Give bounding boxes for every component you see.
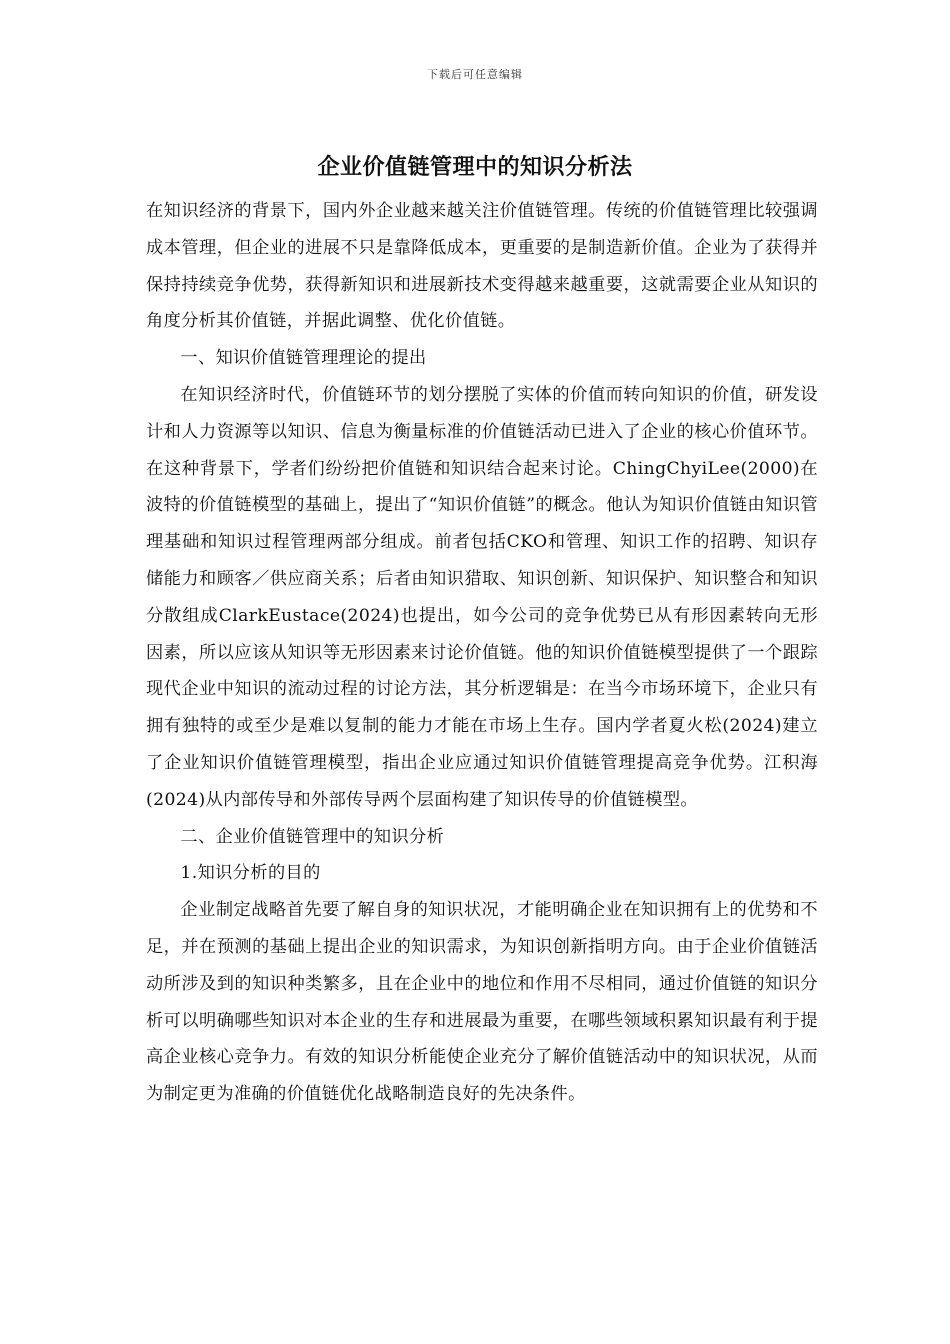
section-1-paragraph: 在知识经济时代，价值链环节的划分摆脱了实体的价值而转向知识的价值，研发设计和人力资源等以知识、信息为衡量标准的价值链活动已进入了企业的核心价值环节。在这种背景下，学者们纷纷把价值链和知识结合起来讨论。ChingChyiLee(2000)在波特的价值链模型的基础上，提出了“知识价值链”的概念。他认为知识价值链由知识管理基础和知识过程管理两部分组成。前者包括CKO和管理、知识工作的招聘、知识存储能力和顾客／供应商关系；后者由知识猎取、知识创新、知识保护、知识整合和知识分散组成ClarkEustace(2024)也提出，如今公司的竞争优势已从有形因素转向无形因素，所以应该从知识等无形因素来讨论价值链。他的知识价值链模型提供了一个跟踪现代企业中知识的流动过程的讨论方法，其分析逻辑是：在当今市场环境下，企业只有拥有独特的或至少是难以复制的能力才能在市场上生存。国内学者夏火松(2024)建立了企业知识价值链管理模型，指出企业应通过知识价值链管理提高竞争优势。江积海(2024)从内部传导和外部传导两个层面构建了知识传导的价值链模型。 [146, 384, 818, 810]
section-2-1-paragraph: 企业制定战略首先要了解自身的知识状况，才能明确企业在知识拥有上的优势和不足，并在预测的基础上提出企业的知识需求，为知识创新指明方向。由于企业价值链活动所涉及到的知识种类繁多，且在企业中的地位和作用不尽相同，通过价值链的知识分析可以明确哪些知识对本企业的生存和进展最为重要，在哪些领域积累知识最有利于提高企业核心竞争力。有效的知识分析能使企业充分了解价值链活动中的知识状况，从而为制定更为准确的价值链优化战略制造良好的先决条件。 [146, 900, 818, 1105]
document-body [146, 193, 818, 1113]
section-heading-1: 一、知识价值链管理理论的提出 [180, 348, 427, 369]
document-title: 企业价值链管理中的知识分析法 [317, 154, 633, 180]
intro-paragraph: 在知识经济的背景下，国内外企业越来越关注价值链管理。传统的价值链管理比较强调成本管理，但企业的进展不只是靠降低成本，更重要的是制造新价值。企业为了获得并保持持续竞争优势，获得新知识和进展新技术变得越来越重要，这就需要企业从知识的角度分析其价值链，并据此调整、优化价值链。 [146, 201, 818, 332]
header-note: 下载后可任意编辑 [427, 68, 523, 81]
section-heading-2: 二、企业价值链管理中的知识分析 [180, 826, 445, 847]
subsection-heading-2-1: 1.知识分析的目的 [180, 863, 321, 884]
